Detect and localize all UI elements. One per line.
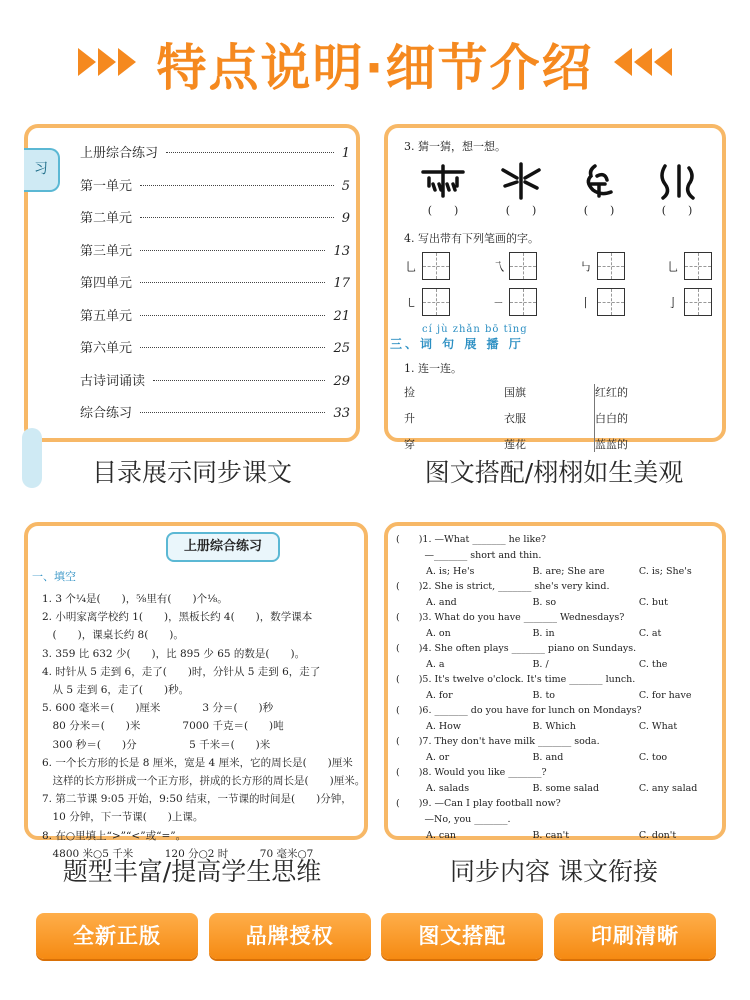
math-line: 1. 3 个¼是( )，⅝里有( )个⅛。 [42,593,228,605]
caption-question-types: 题型丰富/提高学生思维 [62,857,322,886]
answer-options: A. How B. Which C. What [426,721,678,732]
question-line: —No, you _______. [396,814,511,825]
question-line: ( )3. What do you have _______ Wednesdays? [396,612,625,623]
stroke-cell: 亅 [666,288,712,316]
math-line: 80 分米＝( )米 7000 千克＝( )吨 [42,720,284,733]
stroke-cell: 乚 [404,252,450,280]
answer-options: A. can B. can't C. don't [426,830,677,841]
writing-grid[interactable] [422,288,450,316]
section-tab: 习 [24,148,60,192]
math-line: ( )，课桌长约 8( )。 [42,629,184,642]
writing-grid[interactable] [597,288,625,316]
math-line: 4. 时针从 5 走到 6，走了( )时，分针从 5 走到 6，走了 [42,665,321,678]
answer-options: A. for B. to C. for have [426,690,692,701]
question-3: 3. 猜一猜，想一想。 [404,140,506,153]
caption-illustration: 图文搭配/栩栩如生美观 [424,458,684,487]
english-exercise-panel [384,522,726,840]
toc-row: 第一单元 5 [80,178,350,194]
math-line: 从 5 走到 6，走了( )秒。 [42,684,190,697]
bird-glyph-icon [571,162,627,200]
answer-options: A. a B. / C. the [426,659,668,670]
math-line: 2. 小明家离学校约 1( )，黑板长约 4( )，数学课本 [42,611,313,624]
stroke-cell: ㇉ [579,252,625,280]
answer-options: A. salads B. some salad C. any salad [426,783,698,794]
question-1: 1. 连一连。 [404,362,462,375]
question-line: ( )2. She is strict, _______ she's very kind. [396,581,610,592]
question-line: ( )6. _______ do you have for lunch on Mondays? [396,705,642,716]
answer-options: A. is; He's B. are; She are C. is; She's [426,566,692,577]
feature-buttons [36,913,716,959]
section-heading: 三、词 句 展 播 厅 [390,337,524,351]
illustrated-button[interactable]: 图文搭配 [381,913,543,959]
chinese-exercise-panel [384,124,726,451]
english-questions [396,532,726,843]
question-line: ( )7. They don't have milk _______ soda. [396,736,600,747]
toc-row: 古诗词诵读 29 [80,373,350,389]
math-line: 10 分钟，下一节课( )上课。 [42,811,204,824]
math-exercise-panel [24,522,368,860]
clear-print-button[interactable]: 印刷清晰 [554,913,716,959]
stroke-cell: ㇄ [404,288,450,316]
page-title: 特点说明·细节介绍 [156,39,594,97]
math-line: 这样的长方形拼成一个正方形，拼成的长方形的周长是( )厘米。 [42,775,366,788]
writing-grid[interactable] [509,252,537,280]
stroke-cell: 丨 [579,288,625,316]
writing-grid[interactable] [422,252,450,280]
section-heading: 一、填空 [32,570,76,583]
water-glyph-icon [649,162,705,200]
question-line: ( )5. It's twelve o'clock. It's time _______ lunch. [396,674,636,685]
toc-row: 第四单元 17 [80,276,350,291]
toc-row: 第三单元 13 [80,243,350,259]
toc-row: 上册综合练习 1 [80,146,350,161]
exercise-banner: 上册综合练习 [166,532,280,562]
section-pinyin: cí jù zhǎn bō tīng [422,324,528,335]
licensed-button[interactable]: 品牌授权 [209,913,371,959]
question-line: ( )9. —Can I play football now? [396,798,561,809]
toc-row: 综合练习 33 [80,406,350,421]
header [0,18,750,108]
ancient-glyphs [404,162,716,200]
stroke-cell: 乚 [666,252,712,280]
math-line: 8. 在○里填上“>”“<”或“=”。 [42,829,187,842]
question-line: ( )4. She often plays _______ piano on Sundays. [396,643,637,654]
question-line: ( )8. Would you like _______? [396,767,547,778]
question-line: ( )1. —What _______ he like? [396,534,546,545]
math-line: 300 秒＝( )分 5 千米＝( )米 [42,738,271,751]
math-questions [42,590,372,863]
math-line: 4800 米○5 千米 120 分○2 时 70 毫米○7 [42,847,314,860]
genuine-button[interactable]: 全新正版 [36,913,198,959]
answer-options: A. and B. so C. but [426,597,668,608]
writing-grid[interactable] [684,288,712,316]
stroke-cell: ㄧ [491,288,537,316]
writing-grid[interactable] [509,288,537,316]
math-line: 6. 一个长方形的长是 8 厘米，宽是 4 厘米，它的周长是( )厘米 [42,756,353,769]
right-arrows-icon [612,44,672,80]
caption-sync-content: 同步内容 课文衔接 [450,857,658,886]
answer-options: A. or B. and C. too [426,752,668,763]
answer-options: A. on B. in C. at [426,628,662,639]
matching-exercise: 捡 国旗 红红的 升 衣服 白白的 穿 莲花 蓝蓝的 [404,386,628,451]
writing-grid[interactable] [597,252,625,280]
toc-row: 第二单元 9 [80,211,350,226]
math-line: 3. 359 比 632 少( )，比 895 少 65 的数是( )。 [42,647,306,660]
math-line: 7. 第二节课 9:05 开始，9:50 结束，一节课的时间是( )分钟， [42,793,352,806]
toc-row: 第六单元 25 [80,341,350,356]
rain-glyph-icon [415,162,471,200]
toc-panel [24,124,360,442]
answer-parens: ( ) ( ) ( ) ( ) [427,204,693,217]
rice-glyph-icon [493,162,549,200]
toc-list [80,142,350,435]
question-line: —_______ short and thin. [396,550,542,561]
stroke-cell: 乁 [491,252,537,280]
caption-toc: 目录展示同步课文 [91,458,292,487]
writing-grid[interactable] [684,252,712,280]
question-4: 4. 写出带有下列笔画的字。 [404,232,539,245]
math-line: 5. 600 毫米＝( )厘米 3 分＝( )秒 [42,702,274,715]
toc-row: 第五单元 21 [80,308,350,324]
